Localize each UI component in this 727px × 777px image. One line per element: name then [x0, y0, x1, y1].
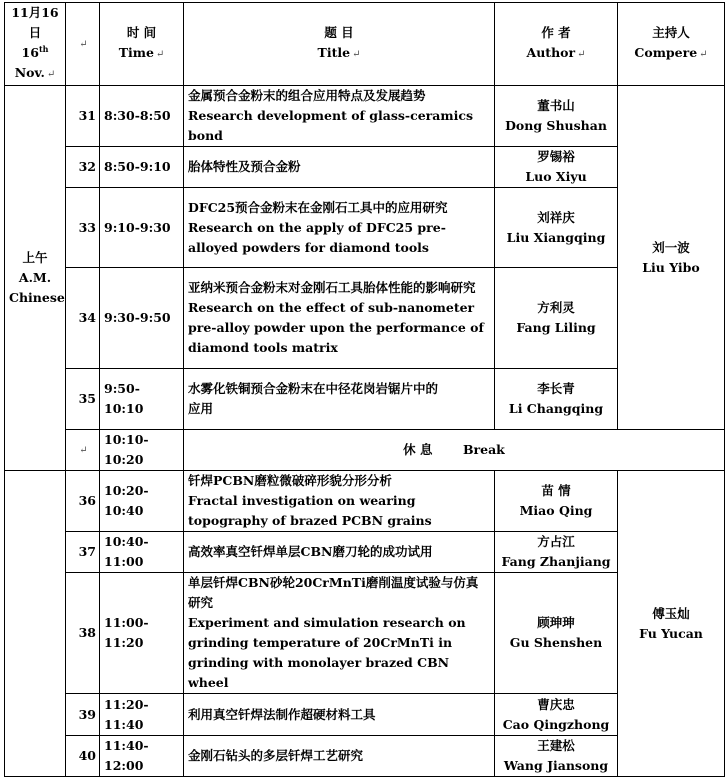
- author-header-en: Author ↵: [526, 45, 586, 60]
- author-en: Li Changqing: [508, 401, 604, 416]
- talk-title-en: Fractal investigation on wearing topography of brazed PCBN grains: [188, 493, 432, 528]
- talk-number: 35: [66, 369, 100, 430]
- author-zh: 方利灵: [537, 300, 575, 315]
- talk-title-zh: DFC25预合金粉末在金刚石工具中的应用研究: [188, 199, 448, 215]
- talk-time: 9:10-9:30: [100, 188, 184, 268]
- author-zh: 曹庆忠: [537, 696, 575, 712]
- table-row: [5, 268, 725, 369]
- title-header-cell: [184, 3, 495, 86]
- talk-time: 11:40-12:00: [100, 736, 184, 777]
- compere-header-zh: 主持人: [652, 25, 690, 40]
- date-month: Nov. ↵: [14, 65, 56, 80]
- table-row: [5, 147, 725, 188]
- talk-title-cell: [184, 369, 495, 430]
- talk-title-cell: [184, 471, 495, 532]
- talk-time: 9:50-10:10: [100, 369, 184, 430]
- talk-title-zh: 胎体特性及预合金粉: [188, 159, 301, 174]
- date-header-cell: [5, 3, 66, 86]
- talk-title-zh: 钎焊PCBN磨粒微破碎形貌分形分析: [188, 473, 392, 488]
- break-label: [184, 430, 725, 471]
- table-row: [5, 694, 725, 736]
- session-cell: [5, 86, 66, 471]
- talk-title-cell: [184, 736, 495, 777]
- table-row: [5, 736, 725, 777]
- author-zh: 李长青: [537, 381, 575, 396]
- talk-title-zh: 金属预合金粉末的组合应用特点及发展趋势: [188, 88, 426, 103]
- table-row: [5, 532, 725, 573]
- author-en: Gu Shenshen: [509, 635, 603, 650]
- title-header-en: Title ↵: [317, 45, 361, 60]
- session-zh: 上午: [22, 250, 48, 265]
- compere-zh: 刘一波: [652, 239, 690, 255]
- talk-title-en: Experiment and simulation research on grinding temperature of 20CrMnTi in grinding with monolayer brazed CBN wheel: [188, 615, 466, 690]
- schedule-table: [4, 2, 725, 777]
- author-zh: 顾珅珅: [537, 615, 575, 630]
- talk-title-cell: [184, 268, 495, 369]
- talk-number: 37: [66, 532, 100, 573]
- date-en: 16th: [21, 43, 49, 60]
- table-row: [5, 86, 725, 147]
- session-lang: Chinese: [9, 290, 65, 305]
- talk-time: 11:20-11:40: [100, 694, 184, 736]
- author-en: Fang Liling: [516, 320, 596, 335]
- talk-number: 40: [66, 736, 100, 777]
- time-header-en: Time ↵: [118, 45, 165, 60]
- author-zh: 罗锡裕: [537, 149, 575, 164]
- talk-title-zh: 金刚石钻头的多层钎焊工艺研究: [188, 748, 364, 763]
- header-row: [5, 3, 725, 86]
- talk-title-en: Research development of glass-ceramics bond: [188, 108, 473, 143]
- talk-author-cell: [495, 736, 618, 777]
- talk-number: 38: [66, 573, 100, 694]
- time-header-cell: [100, 3, 184, 86]
- break-row: [5, 430, 725, 471]
- author-zh: 方占江: [537, 534, 575, 549]
- talk-number: 34: [66, 268, 100, 369]
- compere-header-cell: [618, 3, 725, 86]
- table-row: [5, 188, 725, 268]
- talk-author-cell: [495, 573, 618, 694]
- talk-author-cell: [495, 369, 618, 430]
- talk-number: 36: [66, 471, 100, 532]
- talk-title-zh: 亚纳米预合金粉末对金刚石工具胎体性能的影响研究: [188, 280, 476, 295]
- compere-cell: [618, 471, 725, 777]
- date-zh: 11月16日: [11, 5, 59, 40]
- talk-title-zh: 水雾化铁铜预合金粉末在中径花岗岩锯片中的: [188, 381, 439, 396]
- table-row: [5, 369, 725, 430]
- talk-title-cell: [184, 147, 495, 188]
- talk-title-zh: 单层钎焊CBN砂轮20CrMnTi磨削温度试验与仿真研究: [188, 575, 479, 610]
- talk-title-cell: [184, 188, 495, 268]
- talk-time: 10:20-10:40: [100, 471, 184, 532]
- talk-time: 8:50-9:10: [100, 147, 184, 188]
- author-en: Dong Shushan: [505, 118, 607, 133]
- talk-title-cell: [184, 694, 495, 736]
- blank-session-cell: [5, 471, 66, 777]
- talk-number: 31: [66, 86, 100, 147]
- talk-title-cell: [184, 573, 495, 694]
- talk-title-zh-cont: 应用: [188, 401, 214, 416]
- break-time: 10:10-10:20: [100, 430, 184, 471]
- author-en: Liu Xiangqing: [506, 229, 606, 245]
- break-number: ↵: [66, 430, 100, 471]
- talk-title-en: Research on the apply of DFC25 pre-alloyed powders for diamond tools: [188, 219, 446, 255]
- time-header-zh: 时 间: [126, 25, 157, 40]
- talk-number: 33: [66, 188, 100, 268]
- table-row: [5, 471, 725, 532]
- author-zh: 刘祥庆: [537, 209, 575, 225]
- break-zh: 休 息: [403, 442, 433, 457]
- author-header-zh: 作 者: [541, 25, 571, 40]
- author-en: Fang Zhanjiang: [501, 554, 611, 569]
- talk-author-cell: [495, 532, 618, 573]
- talk-number: 39: [66, 694, 100, 736]
- author-zh: 王建松: [537, 738, 575, 753]
- number-header-cell: ↵: [66, 3, 100, 86]
- compere-zh: 傅玉灿: [652, 605, 690, 621]
- talk-author-cell: [495, 86, 618, 147]
- talk-author-cell: [495, 471, 618, 532]
- compere-header-en: Compere ↵: [634, 45, 708, 60]
- compere-cell: [618, 86, 725, 430]
- talk-title-cell: [184, 532, 495, 573]
- author-en: Cao Qingzhong: [502, 716, 610, 732]
- author-en: Miao Qing: [519, 503, 593, 518]
- talk-number: 32: [66, 147, 100, 188]
- talk-time: 10:40-11:00: [100, 532, 184, 573]
- talk-title-cell: [184, 86, 495, 147]
- break-en: Break: [462, 442, 505, 457]
- talk-author-cell: [495, 147, 618, 188]
- talk-time: 9:30-9:50: [100, 268, 184, 369]
- author-zh: 苗 情: [541, 483, 571, 498]
- talk-time: 8:30-8:50: [100, 86, 184, 147]
- author-en: Wang Jiansong: [503, 758, 609, 773]
- talk-author-cell: [495, 694, 618, 736]
- talk-title-zh: 利用真空钎焊法制作超硬材料工具: [188, 706, 376, 722]
- author-en: Luo Xiyu: [525, 169, 587, 184]
- compere-en: Fu Yucan: [639, 625, 703, 641]
- title-header-zh: 题 目: [324, 25, 354, 40]
- talk-author-cell: [495, 188, 618, 268]
- compere-en: Liu Yibo: [642, 259, 700, 275]
- table-row: [5, 573, 725, 694]
- session-en: A.M.: [18, 270, 52, 285]
- talk-author-cell: [495, 268, 618, 369]
- author-zh: 董书山: [537, 98, 575, 113]
- talk-title-en: Research on the effect of sub-nanometer pre-alloy powder upon the performance of diamond tools matrix: [188, 300, 484, 355]
- talk-time: 11:00-11:20: [100, 573, 184, 694]
- author-header-cell: [495, 3, 618, 86]
- talk-title-zh: 高效率真空钎焊单层CBN磨刀轮的成功试用: [188, 544, 433, 559]
